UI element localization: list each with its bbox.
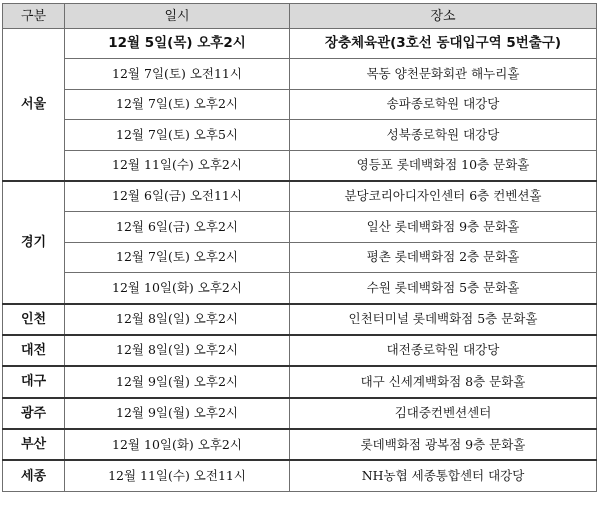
table-row: [3, 273, 597, 304]
place-cell: 대구 신세계백화점 8층 문화홀: [290, 366, 597, 397]
date-cell: 12월 9일(월) 오후2시: [65, 366, 290, 397]
date-cell: 12월 9일(월) 오후2시: [65, 398, 290, 429]
table-row: [3, 59, 597, 89]
place-cell: 평촌 롯데백화점 2층 문화홀: [290, 242, 597, 272]
table-row: [3, 29, 597, 59]
place-cell: 송파종로학원 대강당: [290, 89, 597, 119]
date-cell: 12월 8일(일) 오후2시: [65, 304, 290, 335]
region-cell: 부산: [3, 429, 65, 460]
region-cell: 광주: [3, 398, 65, 429]
table-row: [3, 460, 597, 491]
header-place: 장소: [290, 4, 597, 29]
date-cell: 12월 8일(일) 오후2시: [65, 335, 290, 366]
place-cell: 목동 양천문화회관 해누리홀: [290, 59, 597, 89]
table-body: [3, 29, 597, 492]
region-cell: 인천: [3, 304, 65, 335]
region-cell: 세종: [3, 460, 65, 491]
place-cell: 장충체육관(3호선 동대입구역 5번출구): [290, 29, 597, 59]
header-region: 구분: [3, 4, 65, 29]
place-cell: 분당코리아디자인센터 6층 컨벤션홀: [290, 181, 597, 212]
table-row: [3, 89, 597, 119]
date-cell: 12월 7일(토) 오후2시: [65, 242, 290, 272]
region-cell: 경기: [3, 181, 65, 304]
table-row: [3, 398, 597, 429]
region-cell: 대구: [3, 366, 65, 397]
table-row: [3, 429, 597, 460]
date-cell: 12월 11일(수) 오후2시: [65, 150, 290, 181]
region-cell: 서울: [3, 29, 65, 181]
place-cell: 인천터미널 롯데백화점 5층 문화홀: [290, 304, 597, 335]
date-cell: 12월 6일(금) 오전11시: [65, 181, 290, 212]
table-header-row: [3, 4, 597, 29]
table-row: [3, 212, 597, 242]
date-cell: 12월 7일(토) 오전11시: [65, 59, 290, 89]
place-cell: 일산 롯데백화점 9층 문화홀: [290, 212, 597, 242]
table-row: [3, 181, 597, 212]
table-row: [3, 304, 597, 335]
date-cell: 12월 5일(목) 오후2시: [65, 29, 290, 59]
table-row: [3, 335, 597, 366]
place-cell: 성북종로학원 대강당: [290, 120, 597, 150]
date-cell: 12월 7일(토) 오후2시: [65, 89, 290, 119]
date-cell: 12월 10일(화) 오후2시: [65, 273, 290, 304]
date-cell: 12월 6일(금) 오후2시: [65, 212, 290, 242]
place-cell: 롯데백화점 광복점 9층 문화홀: [290, 429, 597, 460]
table-row: [3, 120, 597, 150]
date-cell: 12월 11일(수) 오전11시: [65, 460, 290, 491]
date-cell: 12월 7일(토) 오후5시: [65, 120, 290, 150]
place-cell: 영등포 롯데백화점 10층 문화홀: [290, 150, 597, 181]
table-row: [3, 242, 597, 272]
region-cell: 대전: [3, 335, 65, 366]
schedule-table: [2, 3, 597, 492]
date-cell: 12월 10일(화) 오후2시: [65, 429, 290, 460]
place-cell: 대전종로학원 대강당: [290, 335, 597, 366]
table-row: [3, 366, 597, 397]
place-cell: 김대중컨벤션센터: [290, 398, 597, 429]
place-cell: NH농협 세종통합센터 대강당: [290, 460, 597, 491]
table-row: [3, 150, 597, 181]
place-cell: 수원 롯데백화점 5층 문화홀: [290, 273, 597, 304]
header-date: 일시: [65, 4, 290, 29]
